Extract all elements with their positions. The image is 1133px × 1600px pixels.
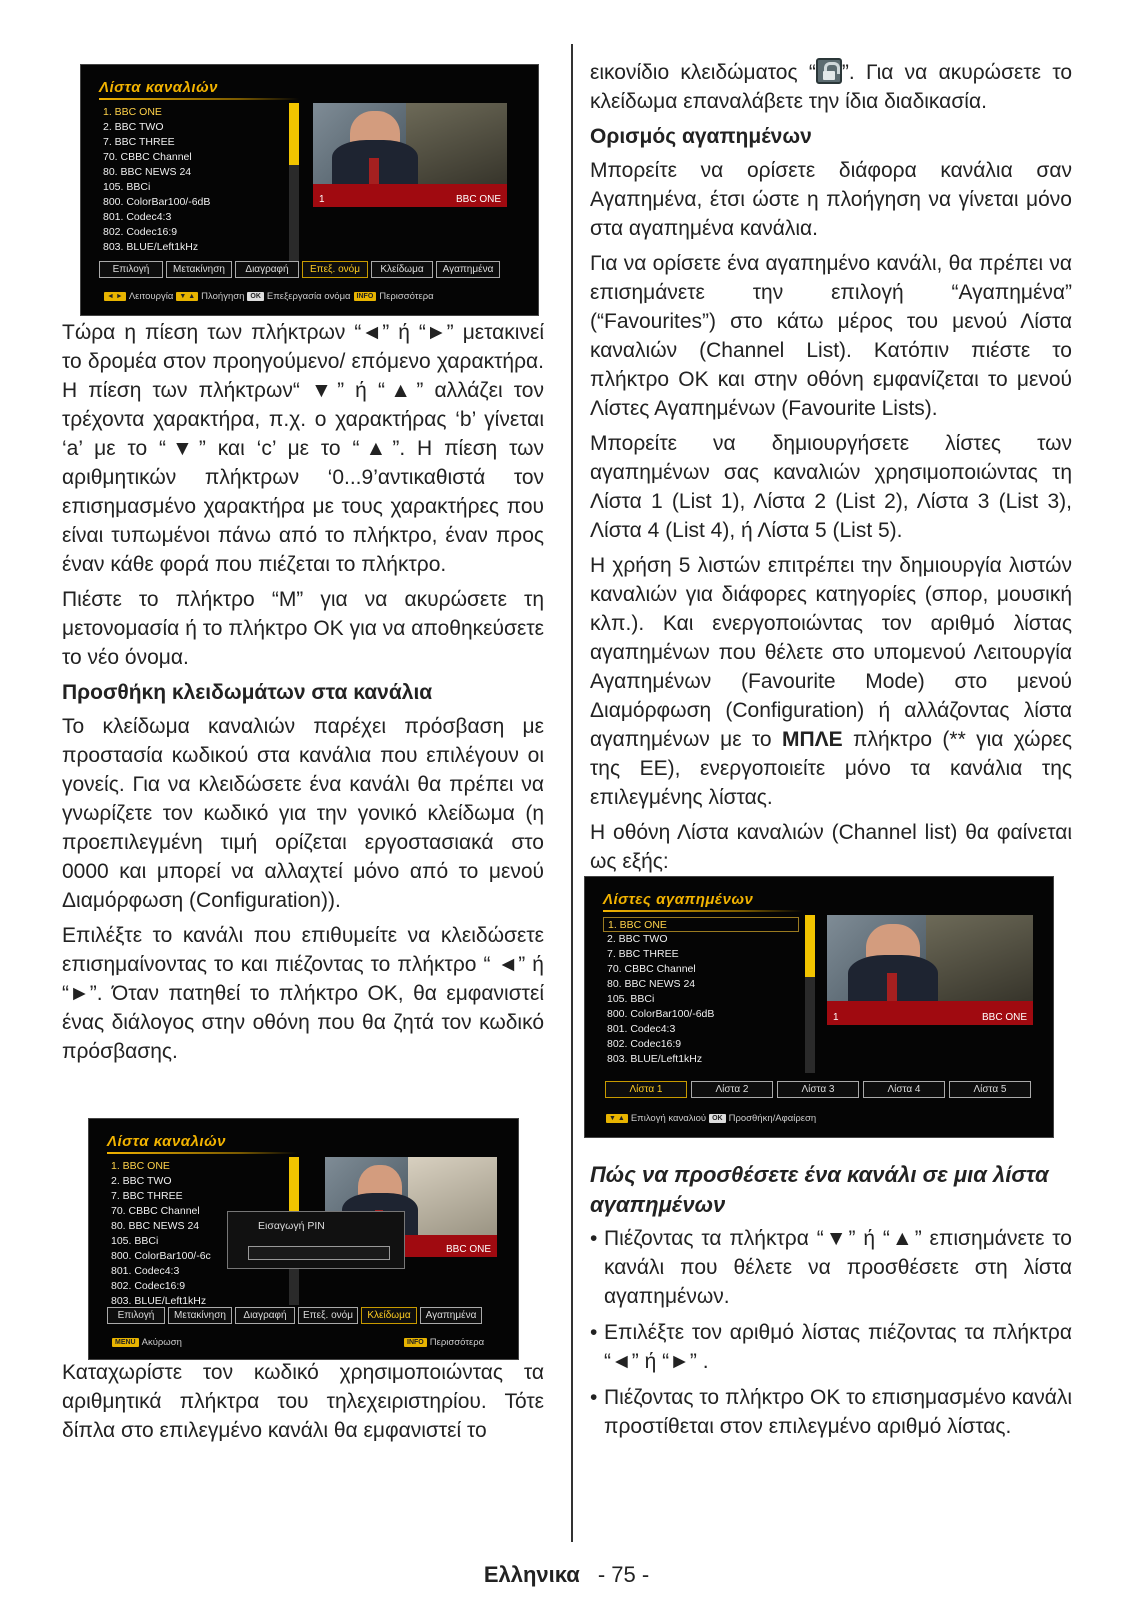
key-hints-left: MENU Ακύρωση (109, 1337, 182, 1348)
channel-preview: BBC ONE (325, 1157, 497, 1257)
paragraph-fav-intro: Μπορείτε να ορίσετε διάφορα κανάλια σαν Αγαπημένα, έτσι ώστε η πλοήγηση να γίνεται μόνο στα αγαπημένα κανάλια. (590, 159, 1072, 240)
channel-item[interactable]: 802. Codec16:9 (111, 1280, 186, 1292)
channel-item[interactable]: 800. ColorBar100/-6c (111, 1250, 211, 1262)
edit-name-button[interactable]: Επεξ. ονόμ (302, 261, 368, 278)
up-down-key: ▼ ▲ (176, 292, 198, 301)
list-5-button[interactable]: Λίστα 5 (949, 1081, 1031, 1098)
channel-item[interactable]: 2. BBC TWO (103, 121, 164, 133)
favourites-button[interactable]: Αγαπημένα (436, 261, 500, 278)
paragraph-fav-set: Για να ορίσετε ένα αγαπημένο κανάλι, θα πρέπει να επισημάνετε την επιλογή “Αγαπημένα” (“Favourites”) στο κάτω μέρος του μενού Λίστα καναλιών (Channel List). Κατόπιν πιέστε το πλήκτρο OK και στην οθόνη εμφανίζεται το μενού Λίστες Αγαπημένων (Favourite Lists). (590, 252, 1072, 420)
channel-list (103, 105, 283, 255)
channel-item[interactable]: 80. BBC NEWS 24 (103, 166, 192, 178)
channel-item[interactable]: 2. BBC TWO (111, 1175, 172, 1187)
info-key: INFO (354, 292, 377, 301)
channel-item[interactable]: 105. BBCi (103, 181, 151, 193)
page-footer (0, 1562, 1133, 1588)
right-column (590, 58, 1072, 1448)
menu-key: MENU (112, 1338, 139, 1347)
channel-item[interactable]: 7. BBC THREE (103, 136, 175, 148)
paragraph-enter-code: Καταχωρίστε τον κωδικό χρησιμοποιώντας τα αριθμητικά πλήκτρα του τηλεχειριστηρίου. Τότε δίπλα στο επιλεγμένο κανάλι θα εμφανιστεί το (62, 1361, 544, 1442)
key-hints-right: INFO Περισσότερα (401, 1337, 484, 1348)
pin-input[interactable] (248, 1246, 390, 1260)
list-3-button[interactable]: Λίστα 3 (777, 1081, 859, 1098)
channel-item[interactable]: 1. BBC ONE (103, 106, 162, 118)
paragraph-lock-intro: Το κλείδωμα καναλιών παρέχει πρόσβαση με προστασία κωδικού στα κανάλια που επιλέγουν οι γονείς. Για να κλειδώσετε ένα κανάλι θα πρέπει να γνωρίζετε τον κωδικό για την γονικό κλείδωμα (η προεπιλεγμένη τιμή ορίζεται εργοστασιακά στο 0000 και μπορεί να αλλαχτεί μόνο από το μενού Διαμόρφωση (Configuration)). (62, 715, 544, 912)
channel-item[interactable]: 70. CBBC Channel (111, 1205, 200, 1217)
channel-item[interactable]: 803. BLUE/Left1kHz (111, 1295, 207, 1307)
column-divider (571, 44, 573, 1542)
ok-key: OK (709, 1114, 726, 1123)
channel-item[interactable]: 80. BBC NEWS 24 (111, 1220, 200, 1232)
paragraph-fav-lists: Μπορείτε να δημιουργήσετε λίστες των αγαπημένων σας καναλιών χρησιμοποιώντας τη Λίστα 1 (List 1), Λίστα 2 (List 2), Λίστα 3 (List 3), Λίστα 4 (List 4), ή Λίστα 5 (List 5). (590, 432, 1072, 542)
paragraph-rename-cancel: Πιέστε το πλήκτρο “M” για να ακυρώσετε τη μετονομασία ή το πλήκτρο OK για να αποθηκεύσετε το νέο όνομα. (62, 588, 544, 669)
heading-favourites: Ορισμός αγαπημένων (590, 125, 812, 148)
delete-button[interactable]: Διαγραφή (235, 261, 299, 278)
list-buttons (605, 1081, 1034, 1098)
lock-icon (816, 58, 842, 84)
channel-item[interactable]: 105. BBCi (111, 1235, 159, 1247)
screen-title: Λίστες αγαπημένων (603, 891, 754, 908)
pin-label: Εισαγωγή PIN (258, 1220, 325, 1232)
bullet-item: • Πιέζοντας τα πλήκτρα “▼” ή “▲” επισημάνετε το κανάλι που θέλετε να προσθέσετε στη λίστα αγαπημένων. (590, 1227, 1072, 1308)
page-number: - 75 - (597, 1562, 650, 1587)
screen-title: Λίστα καναλιών (107, 1133, 226, 1150)
move-button[interactable]: Μετακίνηση (166, 261, 232, 278)
list-1-button[interactable]: Λίστα 1 (605, 1081, 687, 1098)
menu-buttons (99, 261, 503, 278)
channel-item[interactable]: 801. Codec4:3 (111, 1265, 180, 1277)
scrollbar[interactable] (805, 915, 815, 1073)
up-down-key: ▼ ▲ (606, 1114, 628, 1123)
screen-title: Λίστα καναλιών (99, 79, 218, 96)
left-right-key: ◄ ► (104, 292, 126, 301)
channel-preview: 1 BBC ONE (827, 915, 1033, 1025)
channel-item[interactable]: 1. BBC ONE (111, 1160, 170, 1172)
edit-name-button[interactable]: Επεξ. ονόμ (298, 1307, 358, 1324)
channel-item[interactable]: 70. CBBC Channel (607, 963, 696, 975)
favourite-lists-screenshot (584, 876, 1054, 1138)
list-2-button[interactable]: Λίστα 2 (691, 1081, 773, 1098)
move-button[interactable]: Μετακίνηση (168, 1307, 232, 1324)
channel-item[interactable]: 7. BBC THREE (111, 1190, 183, 1202)
channel-item[interactable]: 70. CBBC Channel (103, 151, 192, 163)
favourites-button[interactable]: Αγαπημένα (420, 1307, 482, 1324)
paragraph-cursor-keys: Τώρα η πίεση των πλήκτρων “◄” ή “►” μετακινεί το δρομέα στον προηγούμενο/ επόμενο χαρακτήρα. Η πίεση των πλήκτρων“ ▼” ή “▲” αλλάζει τον τρέχοντα χαρακτήρα, π.χ. ο χαρακτήρας ‘b’ γίνεται ‘a’ με το “▼” και ‘c’ με το “▲”. Η πίεση των αριθμητικών πλήκτρων ‘0...9’αντικαθιστά τον επισημασμένο χαρακτήρα με τους χαρακτήρες που είναι τυπωμένοι πάνω από το πλήκτρο, έναν προς έναν κάθε φορά που πιέζεται το πλήκτρο. (62, 321, 544, 576)
paragraph-channel-list-screen: Η οθόνη Λίστα καναλιών (Channel list) θα φαίνεται ως εξής: (590, 821, 1072, 873)
lock-button[interactable]: Κλείδωμα (361, 1307, 417, 1324)
channel-item[interactable]: 802. Codec16:9 (607, 1038, 682, 1050)
pin-entry-screenshot (88, 1118, 519, 1360)
channel-item[interactable]: 1. BBC ONE (603, 917, 799, 932)
select-button[interactable]: Επιλογή (99, 261, 163, 278)
channel-item[interactable]: 802. Codec16:9 (103, 226, 178, 238)
bullet-item: • Επιλέξτε τον αριθμό λίστας πιέζοντας τα πλήκτρα “◄” ή “►” . (590, 1321, 1072, 1373)
paragraph-fav-usage: Η χρήση 5 λιστών επιτρέπει την δημιουργία λιστών καναλιών για διάφορες κατηγορίες (σπορ, μουσική κλπ.). Και ενεργοποιώντας τον αριθμό λίστας αγαπημένων που θέλετε στο υπομενού Λειτουργία Αγαπημένων (Favourite Mode) στο μενού Διαμόρφωση (Configuration) ή αλλάζοντας λίστα αγαπημένων με το ΜΠΛΕ πλήκτρο (** για χώρες της ΕΕ), ενεργοποιείτε μόνο τα κανάλια της επιλεγμένης λίστας. (590, 554, 1072, 809)
channel-item[interactable]: 80. BBC NEWS 24 (607, 978, 696, 990)
ok-key: OK (247, 292, 264, 301)
menu-buttons (107, 1307, 485, 1324)
channel-item[interactable]: 2. BBC TWO (607, 933, 668, 945)
channel-item[interactable]: 800. ColorBar100/-6dB (607, 1008, 715, 1020)
key-hints: ◄ ► Λειτουργία ▼ ▲ Πλοήγηση OK Επεξεργασία ονόμα INFO Περισσότερα (101, 291, 434, 302)
channel-list-screenshot (80, 64, 539, 316)
paragraph-lock-select: Επιλέξτε το κανάλι που επιθυμείτε να κλειδώσετε επισημαίνοντας το και πιέζοντας το πλήκτρο “ ◄” ή “►”. Όταν πατηθεί το πλήκτρο OK, θα εμφανιστεί ένας διάλογος στην οθόνη που θα ζητά τον κωδικό πρόσβασης. (62, 924, 544, 1063)
channel-item[interactable]: 800. ColorBar100/-6dB (103, 196, 211, 208)
delete-button[interactable]: Διαγραφή (235, 1307, 295, 1324)
heading-channel-locks: Προσθήκη κλειδωμάτων στα κανάλια (62, 681, 433, 704)
channel-item[interactable]: 801. Codec4:3 (607, 1023, 676, 1035)
bullet-item: • Πιέζοντας το πλήκτρο OK το επισημασμένο κανάλι προστίθεται στον επιλεγμένο αριθμό λίστας. (590, 1386, 1072, 1438)
scrollbar[interactable] (289, 103, 299, 261)
pin-dialog (227, 1211, 405, 1269)
lock-button[interactable]: Κλείδωμα (371, 261, 433, 278)
select-button[interactable]: Επιλογή (107, 1307, 165, 1324)
channel-list (607, 917, 787, 1067)
key-hints: ▼ ▲ Επιλογή καναλιού OK Προσθήκη/Αφαίρεση (603, 1113, 816, 1124)
channel-item[interactable]: 803. BLUE/Left1kHz (103, 241, 199, 253)
channel-item[interactable]: 801. Codec4:3 (103, 211, 172, 223)
channel-preview: 1 BBC ONE (313, 103, 507, 207)
channel-item[interactable]: 803. BLUE/Left1kHz (607, 1053, 703, 1065)
heading-add-to-favourites: Πώς να προσθέσετε ένα κανάλι σε μια λίστα αγαπημένων (590, 1162, 1049, 1217)
channel-item[interactable]: 7. BBC THREE (607, 948, 679, 960)
channel-item[interactable]: 105. BBCi (607, 993, 655, 1005)
list-4-button[interactable]: Λίστα 4 (863, 1081, 945, 1098)
paragraph-lock-icon: εικονίδιο κλειδώματος “ ”. Για να ακυρώσετε το κλείδωμα επαναλάβετε την ίδια διαδικασία. (590, 58, 1072, 116)
info-key: INFO (404, 1338, 427, 1347)
footer-language: Ελληνικα (483, 1562, 580, 1587)
